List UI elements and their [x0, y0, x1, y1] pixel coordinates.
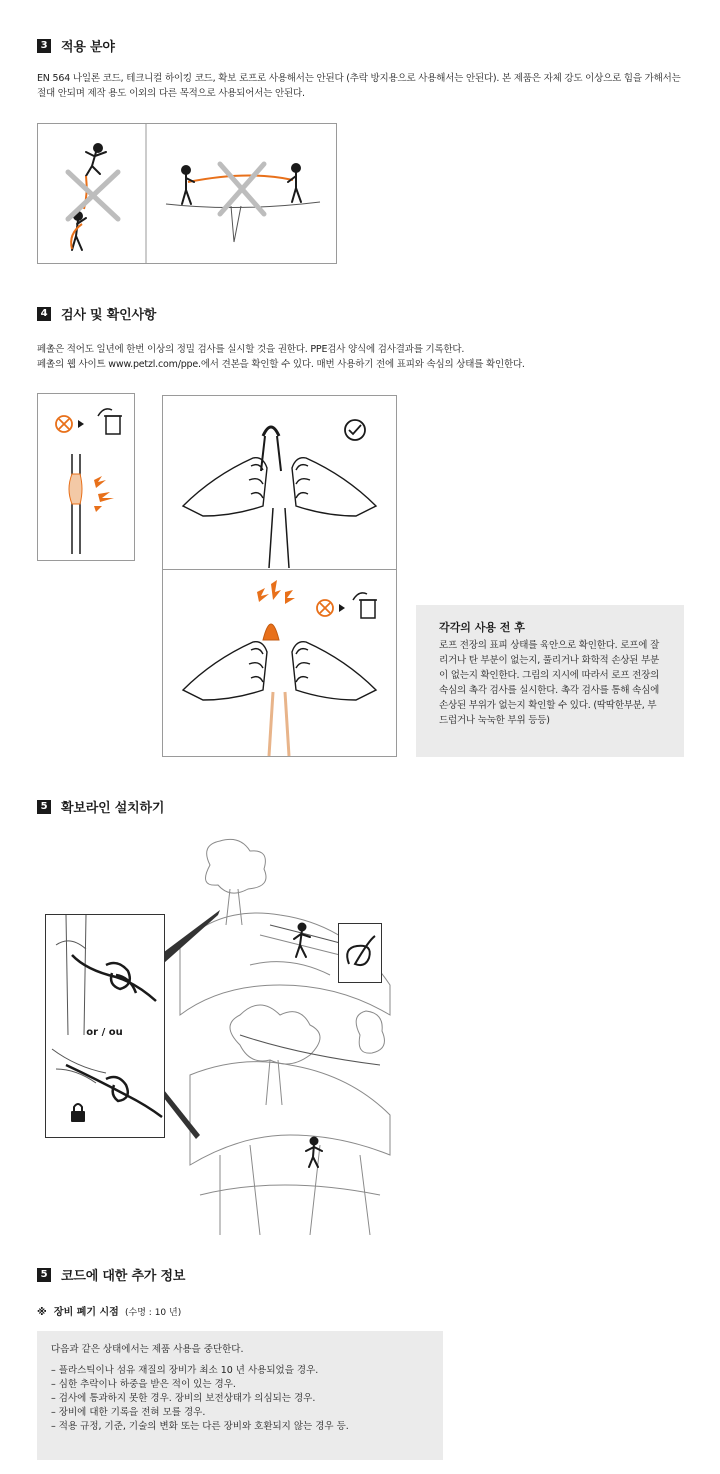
cross-mark-icon-2	[220, 164, 264, 214]
discard-bin-icon	[98, 409, 122, 434]
section-5b-heading	[37, 1265, 185, 1284]
section-5b-title: 코드에 대한 추가 정보	[61, 1269, 186, 1284]
installation-landscape	[160, 835, 400, 1235]
misuse-illustration	[37, 123, 337, 264]
section-3-title: 적용 분야	[61, 40, 115, 55]
warning-spark-icon	[94, 476, 114, 512]
knot-rope-2	[66, 1065, 162, 1117]
or-label: or / ou	[86, 1027, 123, 1038]
section-5a-heading	[37, 797, 164, 816]
section-number-badge: 3	[37, 39, 51, 53]
arrow-right-icon	[78, 420, 84, 428]
retirement-item: – 검사에 통과하지 못한 경우. 장비의 보전상태가 의심되는 경우.	[51, 1393, 316, 1404]
retire-mark: ※	[37, 1307, 47, 1318]
section-5a-title: 확보라인 설치하기	[61, 801, 165, 816]
warning-spark-icon	[257, 580, 295, 604]
lock-icon	[71, 1104, 85, 1122]
two-figures	[182, 164, 301, 204]
damaged-rope-illustration	[37, 393, 135, 561]
section-number-badge: 5	[37, 1268, 51, 1282]
tactile-check-damage-illustration	[162, 569, 397, 757]
hands-folding-rope	[183, 642, 376, 700]
retire-title: 장비 폐기 시점	[53, 1307, 119, 1318]
retirement-intro: 다음과 같은 상태에서는 제품 사용을 중단한다.	[51, 1344, 244, 1355]
before-after-use-box	[416, 605, 684, 757]
hands-folding-rope	[183, 427, 376, 568]
section-3-text: EN 564 나일론 코드, 테크니컬 하이킹 코드, 확보 로프로 사용해서는 안된다 (추락 방지용으로 사용해서는 안된다). 본 제품은 자체 강도 이상으로 힘을 가해서는 절대 안되며 제작 용도 이외의 다른 목적으로 사용되어서는 안된다.	[37, 73, 681, 99]
before-after-use-text: 로프 전장의 표피 상태를 육안으로 확인한다. 로프에 잘리거나 탄 부분이 없는지, 풀리거나 화학적 손상된 부분이 없는지 확인한다. 그림의 지시에 따라서 로프 전장의 속심의 촉각 검사를 실시한다. 촉각 검사를 통해 속심에 손상된 부위가 없는지 확인할 수 있다. (딱딱한부분, 부드럽거나 눅눅한 부위 등등)	[439, 640, 660, 726]
cross-icon	[56, 416, 72, 432]
retirement-conditions-box	[37, 1331, 443, 1460]
before-after-use-title: 각각의 사용 전 후	[439, 621, 525, 634]
retirement-item: – 플라스틱이나 섬유 재질의 장비가 최소 10 년 사용되었을 경우.	[51, 1365, 319, 1376]
section-3-heading	[37, 36, 115, 55]
horizontal-rope	[188, 175, 293, 182]
check-circle-icon	[345, 420, 365, 440]
discard-bin-icon	[353, 593, 377, 618]
cross-mark-icon	[68, 172, 118, 219]
section-4-line-1: 페촐은 적어도 일년에 한번 이상의 정밀 검사를 실시할 것을 권한다. PPE검사 양식에 검사결과를 기록한다.	[37, 344, 465, 355]
retirement-item: – 심한 추락이나 하중을 받은 적이 있는 경우.	[51, 1379, 236, 1390]
rope-coil-detail	[338, 923, 382, 983]
section-4-line-2: 페촐의 웹 사이트 www.petzl.com/ppe.에서 견본을 확인할 수 있다. 매번 사용하기 전에 표피와 속심의 상태를 확인한다.	[37, 359, 525, 370]
retirement-item: – 장비에 대한 기록을 전혀 모를 경우.	[51, 1407, 206, 1418]
anchor-knot-detail	[45, 914, 165, 1138]
retire-heading	[37, 1303, 181, 1318]
retire-life: (수명 : 10 년)	[125, 1308, 182, 1318]
cross-icon	[317, 600, 333, 616]
retirement-item: – 적용 규정, 기준, 기술의 변화 또는 다른 장비와 호환되지 않는 경우 등.	[51, 1421, 349, 1432]
section-number-badge: 5	[37, 800, 51, 814]
section-number-badge: 4	[37, 307, 51, 321]
arrow-right-icon	[339, 604, 345, 612]
section-4-title: 검사 및 확인사항	[61, 308, 157, 323]
tactile-check-ok-illustration	[162, 395, 397, 570]
section-4-heading	[37, 304, 156, 323]
